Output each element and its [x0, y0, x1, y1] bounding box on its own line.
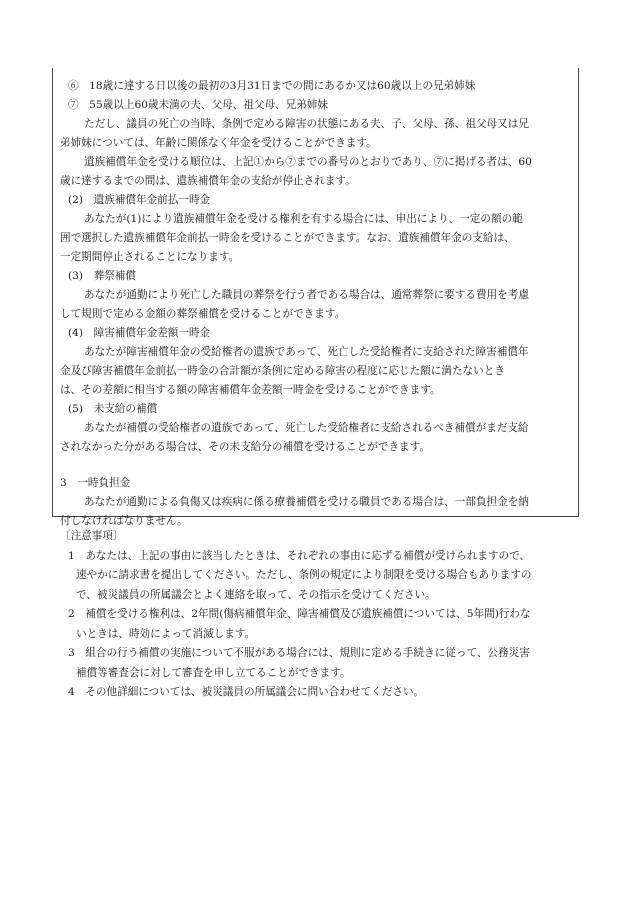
subsection-4-line-3: は、その差額に相当する額の障害補償年金差額一時金を受けることができます。 [60, 384, 441, 396]
item-6: ⑥ 18歳に達する日以後の最初の3月31日までの間にあるか又は60歳以上の兄弟姉妹 [68, 80, 476, 92]
order-line-2: 歳に達するまでの間は、遺族補償年金の支給が停止されます。 [60, 175, 356, 187]
note-1-line-1: 1 あなたは、上記の事由に該当したときは、それぞれの事由に応ずる補償が受けられますので、 [68, 549, 531, 562]
subsection-4-line-1: あなたが障害補償年金の受給権者の遺族であって、死亡した受給権者に支給された障害補償年 [84, 346, 529, 358]
item-7: ⑦ 55歳以上60歳未満の夫、父母、祖父母、兄弟姉妹 [68, 99, 329, 111]
note-4-line-1: 4 その他詳細については、被災議員の所属議会に問い合わせてください。 [68, 686, 425, 698]
subsection-4-line-2: 金及び障害補償年金前払一時金の合計額が条例に定める障害の程度に応じた額に満たないとき [60, 365, 505, 377]
subsection-4-title: (4) 障害補償年金差額一時金 [68, 327, 211, 339]
notes-header: 〔注意事項〕 [60, 530, 124, 542]
subsection-3-line-2: して規則で定める金額の葬祭補償を受けることができます。 [60, 308, 346, 320]
subsection-5-line-2: されなかった分がある場合は、その未支給分の補償を受けることができます。 [60, 441, 430, 453]
subsection-3-line-1: あなたが通勤により死亡した職員の葬祭を行う者である場合は、通常葬祭に要する費用を考慮 [84, 289, 529, 301]
subsection-2-title: (2) 遺族補償年金前払一時金 [68, 194, 211, 206]
note-3-line-2: 補償等審査会に対して審査を申し立てることができます。 [76, 666, 351, 679]
spacer [60, 457, 580, 474]
notes-section [60, 527, 580, 703]
note-1-line-3: で、被災議員の所属議会とよく連絡を取って、その指示を受けてください。 [76, 588, 436, 601]
subsection-2-line-2: 囲で選択した遺族補償年金前払一時金を受けることができます。なお、遺族補償年金の支給は、 [60, 232, 515, 244]
section-3-line-1: あなたが通勤による負傷又は疾病に係る療養補償を受ける職員である場合は、一部負担金を納 [84, 496, 529, 508]
section-3-title: 3 一時負担金 [60, 477, 131, 489]
proviso-line-2: 弟姉妹については、年齢に関係なく年金を受けることができます。 [60, 137, 377, 149]
section-3-line-2: 付しなければなりません。 [60, 515, 188, 527]
subsection-3-title: (3) 葬祭補償 [68, 270, 136, 282]
section-2-continued [60, 77, 580, 531]
proviso-line-1: ただし、議員の死亡の当時、条例で定める障害の状態にある夫、子、父母、孫、祖父母又は兄 [84, 118, 529, 130]
subsection-2-line-3: 一定期間停止されることになります。 [60, 251, 240, 263]
subsection-5-title: (5) 未支給の補償 [68, 403, 158, 415]
note-3-line-1: 3 組合の行う補償の実施について不服がある場合には、規則に定める手続きに従って、公務災害 [68, 647, 530, 659]
subsection-2-line-1: あなたが(1)により遺族補償年金を受ける権利を有する場合には、申出により、一定の額の範 [84, 213, 523, 225]
order-line-1: 遺族補償年金を受ける順位は、上記①から⑦までの番号のとおりであり、⑦に掲げる者は、60 [84, 156, 532, 168]
note-2-line-2: いときは、時効によって消滅します。 [76, 627, 256, 640]
note-1-line-2: 速やかに請求書を提出してください。ただし、条例の規定により制限を受ける場合もありますの [76, 569, 532, 581]
note-2-line-1: 2 補償を受ける権利は、2年間(傷病補償年金、障害補償及び遺族補償については、5年間)行わな [68, 608, 531, 620]
subsection-5-line-1: あなたが補償の受給権者の遺族であって、死亡した受給権者に支給されるべき補償がまだ支給 [84, 422, 529, 434]
